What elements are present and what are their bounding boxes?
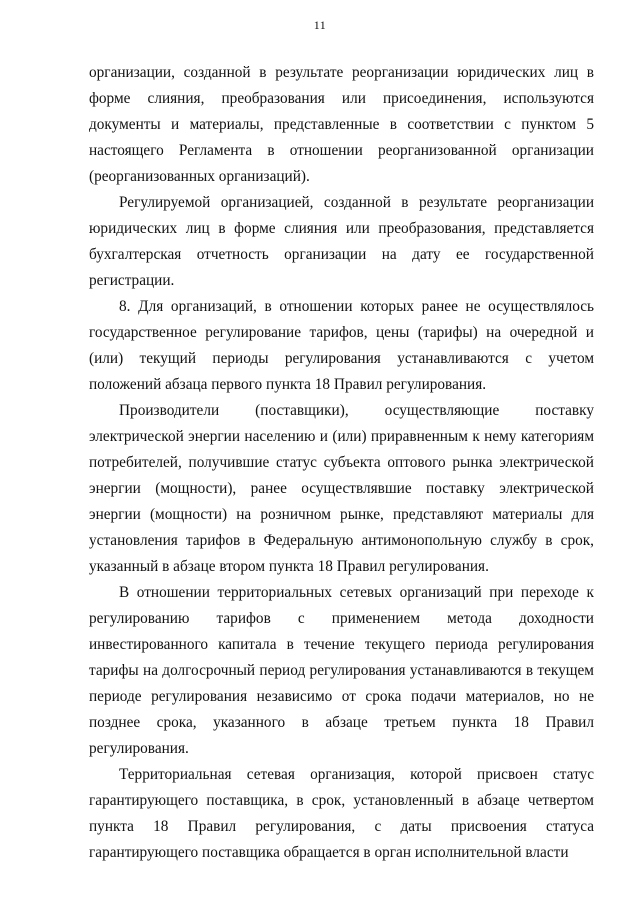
- paragraph-2: Регулируемой организацией, созданной в результате реорганизации юридических лиц в форме слияния или преобразования, представляется бухгалтерская отчетность организации на дату ее государственной регистрации.: [89, 194, 594, 289]
- paragraph-5: В отношении территориальных сетевых организаций при переходе к регулированию тарифов с применением метода доходности инвестированного капитала в течение текущего периода регулирования тарифы на долгосрочный период регулирования устанавливаются в текущем периоде регулирования независимо от срока подачи материалов, но не позднее срока, указанного в абзаце третьем пункта 18 Правил регулирования.: [89, 584, 594, 757]
- document-body: [89, 60, 594, 866]
- page-number: 11: [313, 18, 327, 32]
- paragraph-1: организации, созданной в результате реорганизации юридических лиц в форме слияния, преобразования или присоединения, используются документы и материалы, представленные в соответствии с пунктом 5 настоящего Регламента в отношении реорганизованной организации (реорганизованных организаций).: [89, 64, 594, 185]
- paragraph-6: Территориальная сетевая организация, которой присвоен статус гарантирующего поставщика, в срок, установленный в абзаце четвертом пункта 18 Правил регулирования, с даты присвоения статуса гарантирующего поставщика обращается в орган исполнительной власти: [89, 766, 594, 861]
- paragraph-4: Производители (поставщики), осуществляющие поставку электрической энергии населению и (или) приравненным к нему категориям потребителей, получившие статус субъекта оптового рынка электрической энергии (мощности), ранее осуществлявшие поставку электрической энергии (мощности) на розничном рынке, представляют материалы для установления тарифов в Федеральную антимонопольную службу в срок, указанный в абзаце втором пункта 18 Правил регулирования.: [89, 402, 594, 575]
- paragraph-3: 8. Для организаций, в отношении которых ранее не осуществлялось государственное регулирование тарифов, цены (тарифы) на очередной и (или) текущий периоды регулирования устанавливаются с учетом положений абзаца первого пункта 18 Правил регулирования.: [89, 298, 594, 393]
